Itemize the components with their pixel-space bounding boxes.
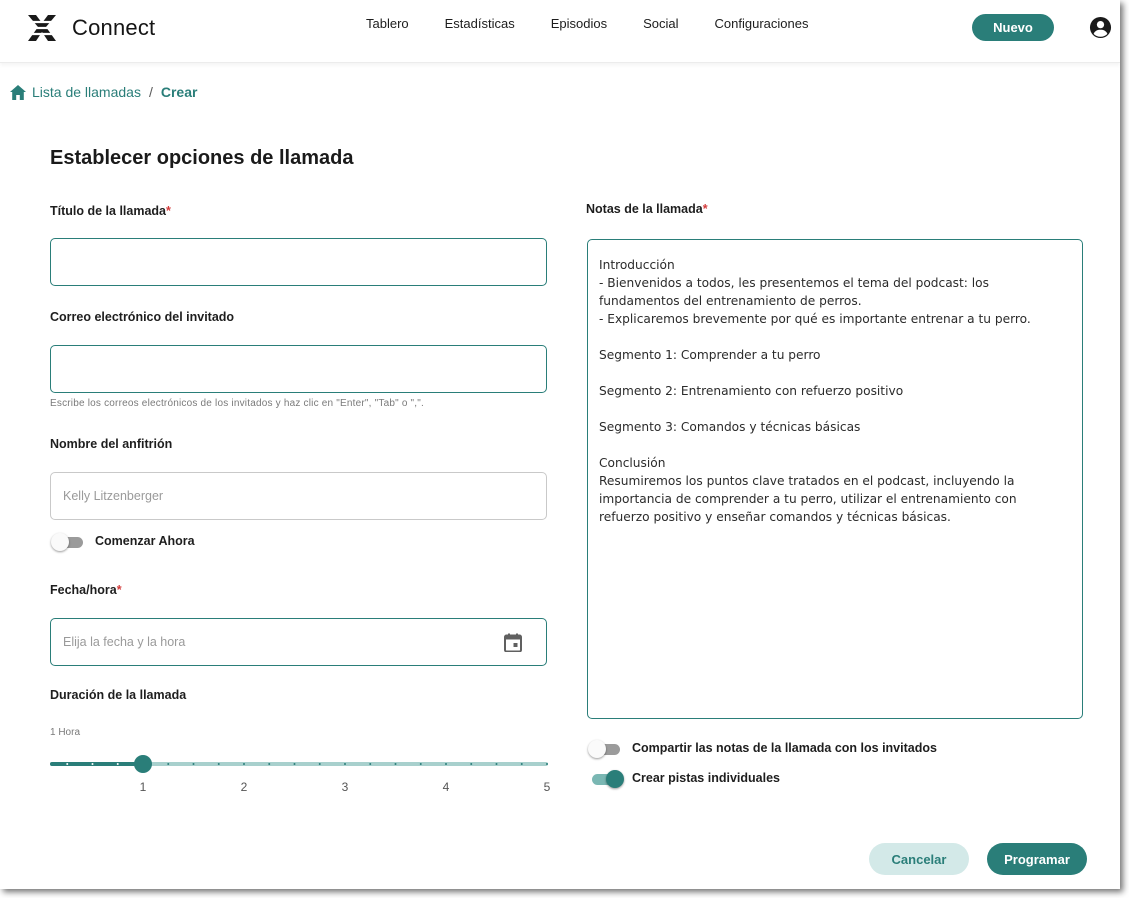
toggle-knob bbox=[588, 740, 606, 758]
nav-episodes[interactable]: Episodios bbox=[550, 16, 608, 31]
guest-email-input[interactable] bbox=[51, 346, 546, 392]
slider-step-mark bbox=[395, 763, 397, 765]
new-button[interactable]: Nuevo bbox=[972, 14, 1054, 41]
required-mark: * bbox=[116, 583, 122, 597]
slider-step-mark bbox=[445, 763, 447, 765]
required-mark: * bbox=[166, 204, 171, 218]
page-title: Establecer opciones de llamada bbox=[50, 147, 354, 169]
slider-tick-label: 3 bbox=[341, 780, 349, 794]
slider-step-mark bbox=[243, 763, 245, 765]
call-notes-textarea[interactable]: Introducción - Bienvenidos a todos, les presentemos el tema del podcast: los fundamentos del entrenamiento de perros. - Explicaremos brevemente por qué es importante entrenar a tu perro. Segmento 1: Comprender a tu perro Segmento 2: Entrenamiento con refuerzo positivo Segmento 3: Comandos y técnicas básicas Conclusión Resumiremos los puntos clave tratados en el podcast, incluyendo la importancia de comprender a tu perro, utilizar el entrenamiento con refuerzo positivo y enseñar comandos y técnicas básicas. bbox=[587, 239, 1083, 719]
toggle-knob bbox=[51, 533, 69, 551]
individual-tracks-label: Crear pistas individuales bbox=[632, 771, 780, 785]
share-notes-label: Compartir las notas de la llamada con los invitados bbox=[632, 741, 937, 755]
slider-step-mark bbox=[470, 763, 472, 765]
datetime-label bbox=[50, 583, 122, 597]
call-title-input[interactable] bbox=[51, 239, 546, 285]
slider-step-mark bbox=[92, 763, 94, 765]
slider-step-mark bbox=[420, 763, 422, 765]
host-name-input[interactable] bbox=[51, 473, 546, 519]
start-now-toggle[interactable] bbox=[51, 533, 87, 551]
duration-slider[interactable] bbox=[50, 752, 548, 776]
slider-tick-label: 5 bbox=[543, 780, 551, 794]
host-name-field bbox=[50, 472, 547, 520]
datetime-label-text: Fecha/hora bbox=[50, 583, 117, 597]
slider-step-mark bbox=[319, 763, 321, 765]
breadcrumb bbox=[9, 83, 197, 101]
guest-email-label: Correo electrónico del invitado bbox=[50, 310, 235, 324]
call-notes-label-text: Notas de la llamada bbox=[586, 202, 703, 216]
nav-dashboard[interactable]: Tablero bbox=[366, 16, 409, 31]
nav-settings[interactable]: Configuraciones bbox=[714, 16, 809, 31]
share-notes-toggle[interactable] bbox=[588, 740, 624, 758]
slider-step-mark bbox=[66, 763, 68, 765]
call-notes-label bbox=[586, 202, 708, 216]
call-title-label-text: Título de la llamada bbox=[50, 204, 166, 218]
datetime-input[interactable] bbox=[51, 619, 546, 665]
duration-label: Duración de la llamada bbox=[50, 688, 187, 702]
start-now-label: Comenzar Ahora bbox=[95, 534, 195, 548]
slider-step-mark bbox=[546, 763, 548, 765]
cancel-button[interactable]: Cancelar bbox=[869, 843, 969, 875]
nav-statistics[interactable]: Estadísticas bbox=[444, 16, 515, 31]
slider-tick-label: 2 bbox=[240, 780, 248, 794]
datetime-field bbox=[50, 618, 547, 666]
brand-name[interactable]: Connect bbox=[72, 15, 156, 40]
slider-step-mark bbox=[294, 763, 296, 765]
duration-value: 1 Hora bbox=[50, 727, 81, 738]
individual-tracks-toggle[interactable] bbox=[588, 770, 624, 788]
main-nav bbox=[366, 16, 808, 36]
breadcrumb-call-list[interactable]: Lista de llamadas bbox=[32, 84, 141, 100]
slider-step-mark bbox=[369, 763, 371, 765]
host-name-label: Nombre del anfitrión bbox=[50, 437, 173, 451]
slider-step-mark bbox=[268, 763, 270, 765]
slider-step-mark bbox=[521, 763, 523, 765]
home-icon[interactable] bbox=[9, 84, 27, 101]
slider-step-mark bbox=[218, 763, 220, 765]
slider-step-mark bbox=[344, 763, 346, 765]
slider-tick-label: 4 bbox=[442, 780, 450, 794]
breadcrumb-separator: / bbox=[148, 84, 153, 100]
top-navigation-bar bbox=[0, 0, 1120, 63]
breadcrumb-current: Crear bbox=[160, 84, 198, 100]
guest-email-helper: Escribe los correos electrónicos de los invitados y haz clic en "Enter", "Tab" o ",". bbox=[50, 398, 425, 409]
schedule-button[interactable]: Programar bbox=[987, 843, 1087, 875]
slider-track-filled bbox=[50, 762, 143, 766]
slider-step-mark bbox=[167, 763, 169, 765]
guest-email-field bbox=[50, 345, 547, 393]
slider-tick-label: 1 bbox=[139, 780, 147, 794]
nav-social[interactable]: Social bbox=[643, 16, 679, 31]
slider-step-mark bbox=[193, 763, 195, 765]
slider-step-mark bbox=[496, 763, 498, 765]
required-mark: * bbox=[702, 202, 708, 216]
call-title-label bbox=[50, 204, 171, 218]
toggle-knob bbox=[606, 770, 624, 788]
slider-thumb bbox=[134, 755, 152, 773]
call-title-field bbox=[50, 238, 547, 286]
duration-slider-graphic bbox=[50, 752, 548, 776]
account-circle-icon[interactable] bbox=[1089, 16, 1112, 39]
slider-step-mark bbox=[117, 763, 119, 765]
connect-logo-icon[interactable] bbox=[26, 13, 58, 43]
calendar-icon[interactable] bbox=[504, 633, 522, 652]
